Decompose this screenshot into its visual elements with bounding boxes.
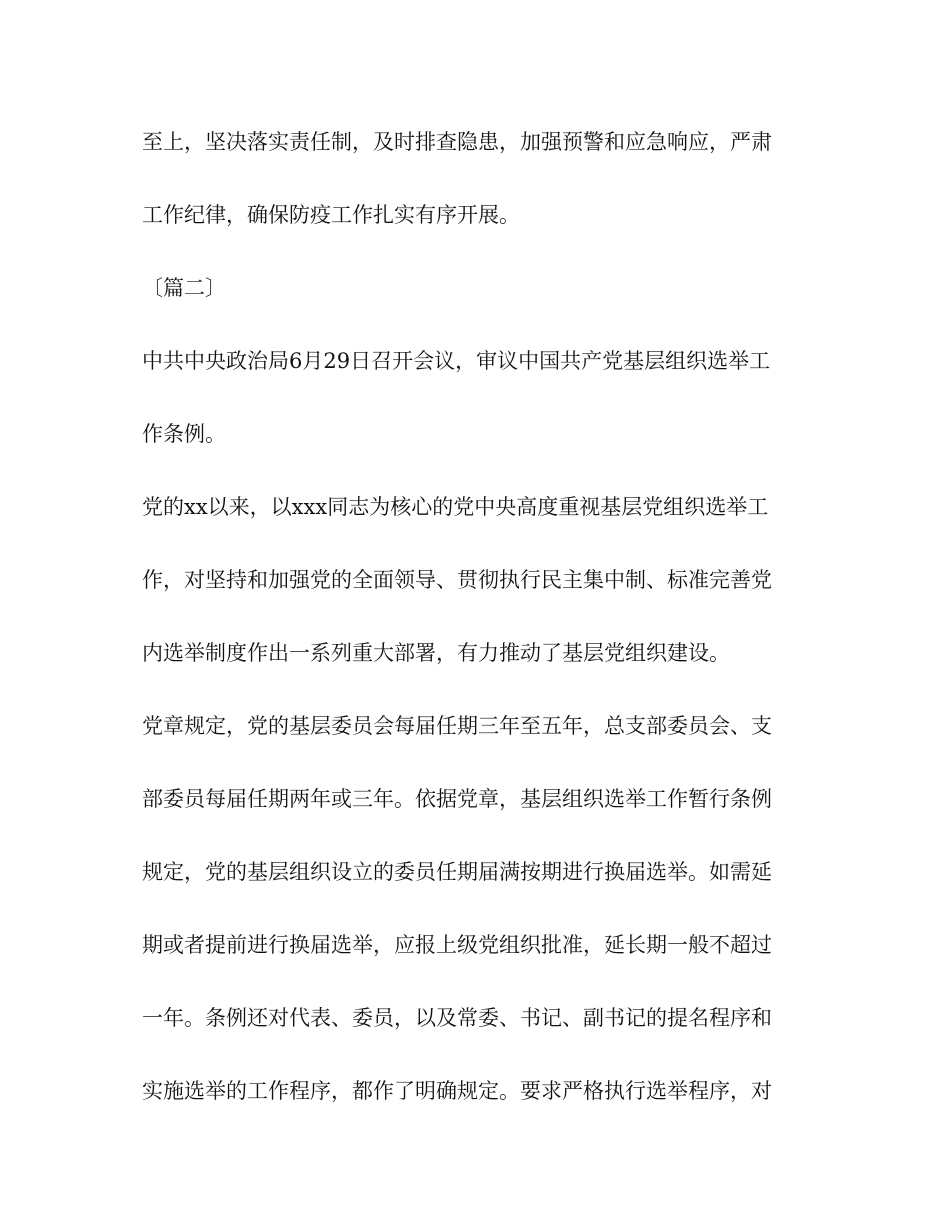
text-line: 实施选举的工作程序，都作了明确规定。要求严格执行选举程序，对 [142, 1079, 772, 1103]
text-line: 内选举制度作出一系列重大部署，有力推动了基层党组织建设。 [142, 641, 730, 665]
text-line: 中共中央政治局6月29日召开会议，审议中国共产党基层组织选举工 [142, 349, 771, 373]
text-line: 党的xx以来，以xxx同志为核心的党中央高度重视基层党组织选举工 [142, 495, 769, 519]
text-line: 期或者提前进行换届选举，应报上级党组织批准，延长期一般不超过 [142, 933, 772, 957]
text-line: 工作纪律，确保防疫工作扎实有序开展。 [142, 203, 520, 227]
text-line: 党章规定，党的基层委员会每届任期三年至五年，总支部委员会、支 [142, 714, 772, 738]
text-line: 规定，党的基层组织设立的委员任期届满按期进行换届选举。如需延 [142, 860, 772, 884]
text-line: 作条例。 [142, 422, 226, 446]
section-heading: 〔篇二〕 [142, 276, 226, 300]
text-line: 一年。条例还对代表、委员，以及常委、书记、副书记的提名程序和 [142, 1006, 772, 1030]
text-line: 部委员每届任期两年或三年。依据党章，基层组织选举工作暂行条例 [142, 787, 772, 811]
text-line: 作，对坚持和加强党的全面领导、贯彻执行民主集中制、标准完善党 [142, 568, 772, 592]
text-line: 至上，坚决落实责任制，及时排查隐患，加强预警和应急响应，严肃 [142, 130, 772, 154]
